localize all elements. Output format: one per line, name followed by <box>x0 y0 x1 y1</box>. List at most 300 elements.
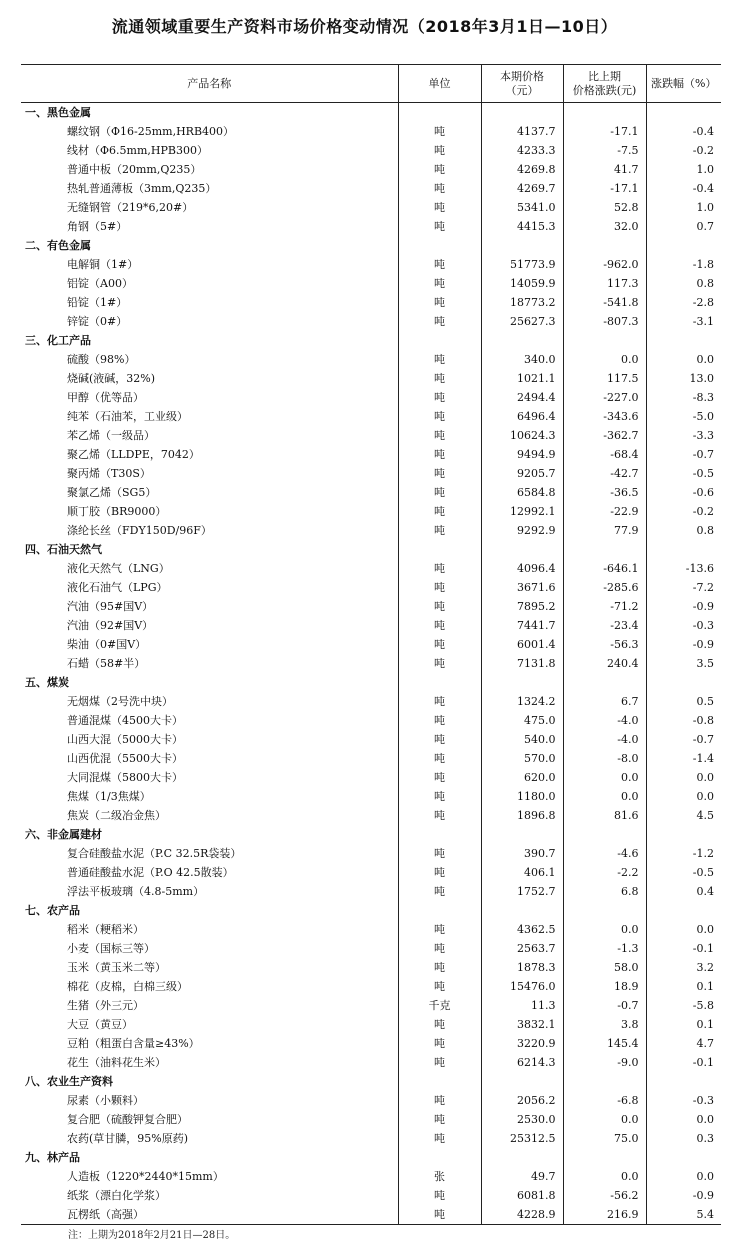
price-cell: 570.0 <box>481 749 563 768</box>
unit-cell: 吨 <box>398 293 481 312</box>
price-cell: 5341.0 <box>481 198 563 217</box>
table-row <box>21 1053 721 1072</box>
product-name: 柴油（0#国Ⅴ） <box>67 638 147 651</box>
percent-cell: -0.7 <box>646 445 721 464</box>
percent-cell <box>646 1148 721 1167</box>
change-cell: -9.0 <box>563 1053 646 1072</box>
price-cell <box>481 103 563 123</box>
change-cell <box>563 1072 646 1091</box>
change-cell: -36.5 <box>563 483 646 502</box>
change-cell: 117.3 <box>563 274 646 293</box>
table-row <box>21 977 721 996</box>
unit-cell: 吨 <box>398 806 481 825</box>
product-name: 铝锭（A00） <box>67 277 133 290</box>
unit-cell: 千克 <box>398 996 481 1015</box>
price-cell: 6081.8 <box>481 1186 563 1205</box>
table-row <box>21 464 721 483</box>
table-row <box>21 616 721 635</box>
change-cell: 0.0 <box>563 350 646 369</box>
unit-cell: 吨 <box>398 198 481 217</box>
unit-cell: 吨 <box>398 1186 481 1205</box>
unit-cell <box>398 331 481 350</box>
percent-cell <box>646 825 721 844</box>
percent-cell: 3.5 <box>646 654 721 673</box>
percent-cell: -3.3 <box>646 426 721 445</box>
percent-cell: -0.5 <box>646 464 721 483</box>
header-price-change-line1: 比上期 <box>588 69 621 83</box>
product-name: 烧碱(液碱，32%) <box>67 372 156 385</box>
unit-cell: 吨 <box>398 350 481 369</box>
change-cell: -23.4 <box>563 616 646 635</box>
unit-cell: 吨 <box>398 255 481 274</box>
table-row <box>21 958 721 977</box>
category-name: 七、农产品 <box>25 904 80 917</box>
price-cell: 475.0 <box>481 711 563 730</box>
percent-cell: -0.9 <box>646 635 721 654</box>
percent-cell: 0.8 <box>646 274 721 293</box>
percent-cell: -0.9 <box>646 597 721 616</box>
unit-cell: 吨 <box>398 749 481 768</box>
table-row <box>21 502 721 521</box>
product-name: 浮法平板玻璃（4.8-5mm） <box>67 885 205 898</box>
percent-cell: 0.0 <box>646 1110 721 1129</box>
price-cell: 9292.9 <box>481 521 563 540</box>
change-cell: -1.3 <box>563 939 646 958</box>
percent-cell: -0.2 <box>646 141 721 160</box>
table-row <box>21 996 721 1015</box>
change-cell: -2.2 <box>563 863 646 882</box>
unit-cell: 吨 <box>398 920 481 939</box>
change-cell: 216.9 <box>563 1205 646 1225</box>
change-cell: -962.0 <box>563 255 646 274</box>
unit-cell <box>398 901 481 920</box>
change-cell: 240.4 <box>563 654 646 673</box>
price-cell: 4362.5 <box>481 920 563 939</box>
table-row <box>21 806 721 825</box>
unit-cell: 张 <box>398 1167 481 1186</box>
percent-cell: -0.4 <box>646 122 721 141</box>
percent-cell: -0.1 <box>646 939 721 958</box>
category-row <box>21 540 721 559</box>
product-name: 线材（Φ6.5mm,HPB300） <box>67 144 208 157</box>
percent-cell: -2.8 <box>646 293 721 312</box>
product-name: 螺纹钢（Φ16-25mm,HRB400） <box>67 125 235 138</box>
product-name: 复合肥（硫酸钾复合肥） <box>67 1113 188 1126</box>
change-cell: 18.9 <box>563 977 646 996</box>
product-name: 焦炭（二级冶金焦） <box>67 809 166 822</box>
unit-cell: 吨 <box>398 692 481 711</box>
unit-cell: 吨 <box>398 768 481 787</box>
unit-cell: 吨 <box>398 521 481 540</box>
category-name: 九、林产品 <box>25 1151 80 1164</box>
price-cell: 25312.5 <box>481 1129 563 1148</box>
percent-cell: -5.0 <box>646 407 721 426</box>
percent-cell: -13.6 <box>646 559 721 578</box>
table-row <box>21 882 721 901</box>
product-name: 普通混煤（4500大卡） <box>67 714 183 727</box>
percent-cell: 0.0 <box>646 1167 721 1186</box>
percent-cell <box>646 540 721 559</box>
change-cell: -56.3 <box>563 635 646 654</box>
percent-cell: 0.4 <box>646 882 721 901</box>
page-title: 流通领域重要生产资料市场价格变动情况（2018年3月1日—10日） <box>111 17 618 36</box>
unit-cell <box>398 825 481 844</box>
table-row <box>21 730 721 749</box>
change-cell <box>563 825 646 844</box>
table-row <box>21 445 721 464</box>
price-cell <box>481 901 563 920</box>
change-cell: -646.1 <box>563 559 646 578</box>
unit-cell: 吨 <box>398 141 481 160</box>
table-row <box>21 559 721 578</box>
category-name: 五、煤炭 <box>25 676 69 689</box>
percent-cell <box>646 1072 721 1091</box>
unit-cell: 吨 <box>398 1205 481 1225</box>
header-price-change-line2: 价格涨跌(元) <box>572 83 637 97</box>
price-cell: 4096.4 <box>481 559 563 578</box>
percent-cell: -0.1 <box>646 1053 721 1072</box>
unit-cell: 吨 <box>398 616 481 635</box>
product-name: 汽油（95#国Ⅴ） <box>67 600 154 613</box>
price-cell: 540.0 <box>481 730 563 749</box>
price-cell: 12992.1 <box>481 502 563 521</box>
product-name: 无烟煤（2号洗中块） <box>67 695 173 708</box>
unit-cell: 吨 <box>398 388 481 407</box>
table-row <box>21 521 721 540</box>
table-row <box>21 1015 721 1034</box>
percent-cell: -1.4 <box>646 749 721 768</box>
product-name: 电解铜（1#） <box>67 258 139 271</box>
product-name: 甲醇（优等品） <box>67 391 144 404</box>
unit-cell: 吨 <box>398 844 481 863</box>
unit-cell: 吨 <box>398 654 481 673</box>
percent-cell: 0.1 <box>646 977 721 996</box>
change-cell <box>563 103 646 123</box>
change-cell: -71.2 <box>563 597 646 616</box>
product-name: 顺丁胶（BR9000） <box>67 505 167 518</box>
percent-cell: -0.3 <box>646 616 721 635</box>
change-cell: -68.4 <box>563 445 646 464</box>
price-cell: 14059.9 <box>481 274 563 293</box>
product-name: 聚乙烯（LLDPE，7042） <box>67 448 200 461</box>
header-change-percent: 涨跌幅（%） <box>646 65 721 103</box>
unit-cell: 吨 <box>398 597 481 616</box>
header-current-price-line1: 本期价格 <box>500 69 544 83</box>
product-name: 瓦楞纸（高强） <box>21 1205 398 1225</box>
price-cell: 3832.1 <box>481 1015 563 1034</box>
product-name: 农药(草甘膦，95%原药) <box>67 1132 189 1145</box>
category-row <box>21 901 721 920</box>
header-current-price-line2: （元） <box>505 83 539 97</box>
price-cell: 7895.2 <box>481 597 563 616</box>
change-cell: 41.7 <box>563 160 646 179</box>
table-row <box>21 749 721 768</box>
change-cell: -227.0 <box>563 388 646 407</box>
price-cell: 2563.7 <box>481 939 563 958</box>
product-name: 复合硅酸盐水泥（P.C 32.5R袋装） <box>67 847 242 860</box>
table-row <box>21 1110 721 1129</box>
table-row <box>21 920 721 939</box>
category-name: 六、非金属建材 <box>25 828 102 841</box>
unit-cell: 吨 <box>398 787 481 806</box>
unit-cell: 吨 <box>398 426 481 445</box>
product-name: 苯乙烯（一级品） <box>67 429 155 442</box>
change-cell: -4.0 <box>563 730 646 749</box>
percent-cell: -0.9 <box>646 1186 721 1205</box>
product-name: 小麦（国标三等） <box>67 942 155 955</box>
price-cell: 2494.4 <box>481 388 563 407</box>
change-cell: 3.8 <box>563 1015 646 1034</box>
percent-cell: 5.4 <box>646 1205 721 1225</box>
unit-cell <box>398 540 481 559</box>
change-cell: 0.0 <box>563 787 646 806</box>
change-cell: -42.7 <box>563 464 646 483</box>
price-cell: 6496.4 <box>481 407 563 426</box>
price-cell: 4228.9 <box>481 1205 563 1225</box>
change-cell: 0.0 <box>563 1167 646 1186</box>
table-row <box>21 768 721 787</box>
change-cell <box>563 673 646 692</box>
percent-cell: -0.6 <box>646 483 721 502</box>
price-cell: 2530.0 <box>481 1110 563 1129</box>
table-row <box>21 711 721 730</box>
unit-cell: 吨 <box>398 1129 481 1148</box>
product-name: 汽油（92#国Ⅴ） <box>67 619 154 632</box>
change-cell: -4.6 <box>563 844 646 863</box>
unit-cell: 吨 <box>398 274 481 293</box>
table-row <box>21 350 721 369</box>
change-cell: -807.3 <box>563 312 646 331</box>
change-cell: -22.9 <box>563 502 646 521</box>
change-cell: -362.7 <box>563 426 646 445</box>
price-cell: 4269.7 <box>481 179 563 198</box>
change-cell: 145.4 <box>563 1034 646 1053</box>
price-cell: 6584.8 <box>481 483 563 502</box>
table-header-row <box>21 65 721 103</box>
unit-cell: 吨 <box>398 1110 481 1129</box>
percent-cell: -3.1 <box>646 312 721 331</box>
change-cell <box>563 331 646 350</box>
price-cell: 406.1 <box>481 863 563 882</box>
change-cell: -541.8 <box>563 293 646 312</box>
footnote: 注：上期为2018年2月21日—28日。 <box>68 1230 236 1241</box>
table-row <box>21 635 721 654</box>
category-name: 八、农业生产资料 <box>25 1075 113 1088</box>
price-cell <box>481 825 563 844</box>
category-row <box>21 673 721 692</box>
price-cell: 7131.8 <box>481 654 563 673</box>
product-name: 涤纶长丝（FDY150D/96F） <box>67 524 212 537</box>
table-row <box>21 1034 721 1053</box>
category-name: 四、石油天然气 <box>25 543 102 556</box>
table-row <box>21 654 721 673</box>
percent-cell: 0.1 <box>646 1015 721 1034</box>
product-name: 普通硅酸盐水泥（P.O 42.5散装） <box>67 866 234 879</box>
product-name: 热轧普通薄板（3mm,Q235） <box>67 182 217 195</box>
category-row <box>21 825 721 844</box>
unit-cell: 吨 <box>398 179 481 198</box>
product-name: 棉花（皮棉，白棉三级） <box>67 980 188 993</box>
percent-cell: 3.2 <box>646 958 721 977</box>
percent-cell: 0.8 <box>646 521 721 540</box>
product-name: 聚氯乙烯（SG5） <box>67 486 157 499</box>
change-cell: 6.8 <box>563 882 646 901</box>
percent-cell: 0.5 <box>646 692 721 711</box>
price-cell: 4269.8 <box>481 160 563 179</box>
table-row <box>21 293 721 312</box>
unit-cell: 吨 <box>398 122 481 141</box>
percent-cell: -0.5 <box>646 863 721 882</box>
percent-cell: 0.7 <box>646 217 721 236</box>
price-cell: 1896.8 <box>481 806 563 825</box>
change-cell: -17.1 <box>563 122 646 141</box>
percent-cell: -0.3 <box>646 1091 721 1110</box>
unit-cell: 吨 <box>398 217 481 236</box>
price-cell: 49.7 <box>481 1167 563 1186</box>
unit-cell: 吨 <box>398 958 481 977</box>
unit-cell: 吨 <box>398 1091 481 1110</box>
header-current-price <box>481 65 563 103</box>
header-unit: 单位 <box>398 65 481 103</box>
price-cell: 1752.7 <box>481 882 563 901</box>
unit-cell: 吨 <box>398 730 481 749</box>
category-row <box>21 236 721 255</box>
category-row <box>21 103 721 123</box>
percent-cell: -0.4 <box>646 179 721 198</box>
unit-cell: 吨 <box>398 1053 481 1072</box>
change-cell: -8.0 <box>563 749 646 768</box>
product-name: 山西优混（5500大卡） <box>67 752 183 765</box>
table-row <box>21 426 721 445</box>
table-row <box>21 863 721 882</box>
unit-cell <box>398 236 481 255</box>
percent-cell: 0.3 <box>646 1129 721 1148</box>
unit-cell: 吨 <box>398 578 481 597</box>
change-cell: 77.9 <box>563 521 646 540</box>
price-cell: 18773.2 <box>481 293 563 312</box>
category-row <box>21 1072 721 1091</box>
category-name: 二、有色金属 <box>25 239 91 252</box>
change-cell: 58.0 <box>563 958 646 977</box>
table-row <box>21 692 721 711</box>
category-name: 三、化工产品 <box>25 334 91 347</box>
percent-cell: 0.0 <box>646 920 721 939</box>
unit-cell <box>398 103 481 123</box>
table-row <box>21 483 721 502</box>
unit-cell: 吨 <box>398 1034 481 1053</box>
product-name: 石蜡（58#半） <box>67 657 146 670</box>
percent-cell: -5.8 <box>646 996 721 1015</box>
price-cell: 51773.9 <box>481 255 563 274</box>
percent-cell <box>646 103 721 123</box>
product-name: 铅锭（1#） <box>67 296 128 309</box>
price-cell: 3220.9 <box>481 1034 563 1053</box>
table-row <box>21 787 721 806</box>
product-name: 花生（油料花生米） <box>67 1056 166 1069</box>
price-cell: 4233.3 <box>481 141 563 160</box>
product-name: 液化石油气（LPG） <box>67 581 168 594</box>
product-name: 大同混煤（5800大卡） <box>67 771 183 784</box>
unit-cell: 吨 <box>398 1015 481 1034</box>
percent-cell: -0.7 <box>646 730 721 749</box>
unit-cell <box>398 1072 481 1091</box>
change-cell: 81.6 <box>563 806 646 825</box>
price-cell: 340.0 <box>481 350 563 369</box>
change-cell: -6.8 <box>563 1091 646 1110</box>
table-row <box>21 160 721 179</box>
change-cell: 32.0 <box>563 217 646 236</box>
unit-cell: 吨 <box>398 711 481 730</box>
unit-cell: 吨 <box>398 939 481 958</box>
percent-cell: 4.7 <box>646 1034 721 1053</box>
percent-cell: 1.0 <box>646 198 721 217</box>
product-name: 焦煤（1/3焦煤） <box>67 790 151 803</box>
unit-cell: 吨 <box>398 502 481 521</box>
price-table <box>21 64 721 1225</box>
table-row <box>21 388 721 407</box>
change-cell: 52.8 <box>563 198 646 217</box>
unit-cell: 吨 <box>398 464 481 483</box>
change-cell: -285.6 <box>563 578 646 597</box>
percent-cell <box>646 673 721 692</box>
percent-cell: -8.3 <box>646 388 721 407</box>
product-name: 锌锭（0#） <box>67 315 128 328</box>
change-cell: 0.0 <box>563 768 646 787</box>
table-row <box>21 1186 721 1205</box>
price-cell <box>481 1072 563 1091</box>
table-row <box>21 1129 721 1148</box>
change-cell: -4.0 <box>563 711 646 730</box>
percent-cell: 0.0 <box>646 787 721 806</box>
price-cell: 9494.9 <box>481 445 563 464</box>
product-name: 大豆（黄豆） <box>67 1018 133 1031</box>
price-cell <box>481 540 563 559</box>
price-cell: 3671.6 <box>481 578 563 597</box>
change-cell: -7.5 <box>563 141 646 160</box>
unit-cell: 吨 <box>398 882 481 901</box>
header-product-name: 产品名称 <box>21 65 398 103</box>
change-cell: -343.6 <box>563 407 646 426</box>
product-name: 尿素（小颗料） <box>67 1094 144 1107</box>
percent-cell: -1.2 <box>646 844 721 863</box>
unit-cell: 吨 <box>398 407 481 426</box>
price-cell: 4415.3 <box>481 217 563 236</box>
table-row <box>21 312 721 331</box>
header-price-change <box>563 65 646 103</box>
table-body <box>21 103 721 1225</box>
product-name: 角钢（5#） <box>67 220 128 233</box>
percent-cell: -1.8 <box>646 255 721 274</box>
product-name: 聚丙烯（T30S） <box>67 467 151 480</box>
change-cell: 0.0 <box>563 1110 646 1129</box>
price-cell: 1878.3 <box>481 958 563 977</box>
table-row <box>21 1167 721 1186</box>
price-cell: 9205.7 <box>481 464 563 483</box>
change-cell: 75.0 <box>563 1129 646 1148</box>
price-cell: 6214.3 <box>481 1053 563 1072</box>
table-row <box>21 274 721 293</box>
unit-cell: 吨 <box>398 559 481 578</box>
category-row <box>21 1148 721 1167</box>
percent-cell: -0.2 <box>646 502 721 521</box>
table-row <box>21 255 721 274</box>
percent-cell: 0.0 <box>646 768 721 787</box>
change-cell: 6.7 <box>563 692 646 711</box>
unit-cell: 吨 <box>398 312 481 331</box>
unit-cell: 吨 <box>398 160 481 179</box>
product-name: 人造板（1220*2440*15mm） <box>67 1170 224 1183</box>
price-cell: 2056.2 <box>481 1091 563 1110</box>
